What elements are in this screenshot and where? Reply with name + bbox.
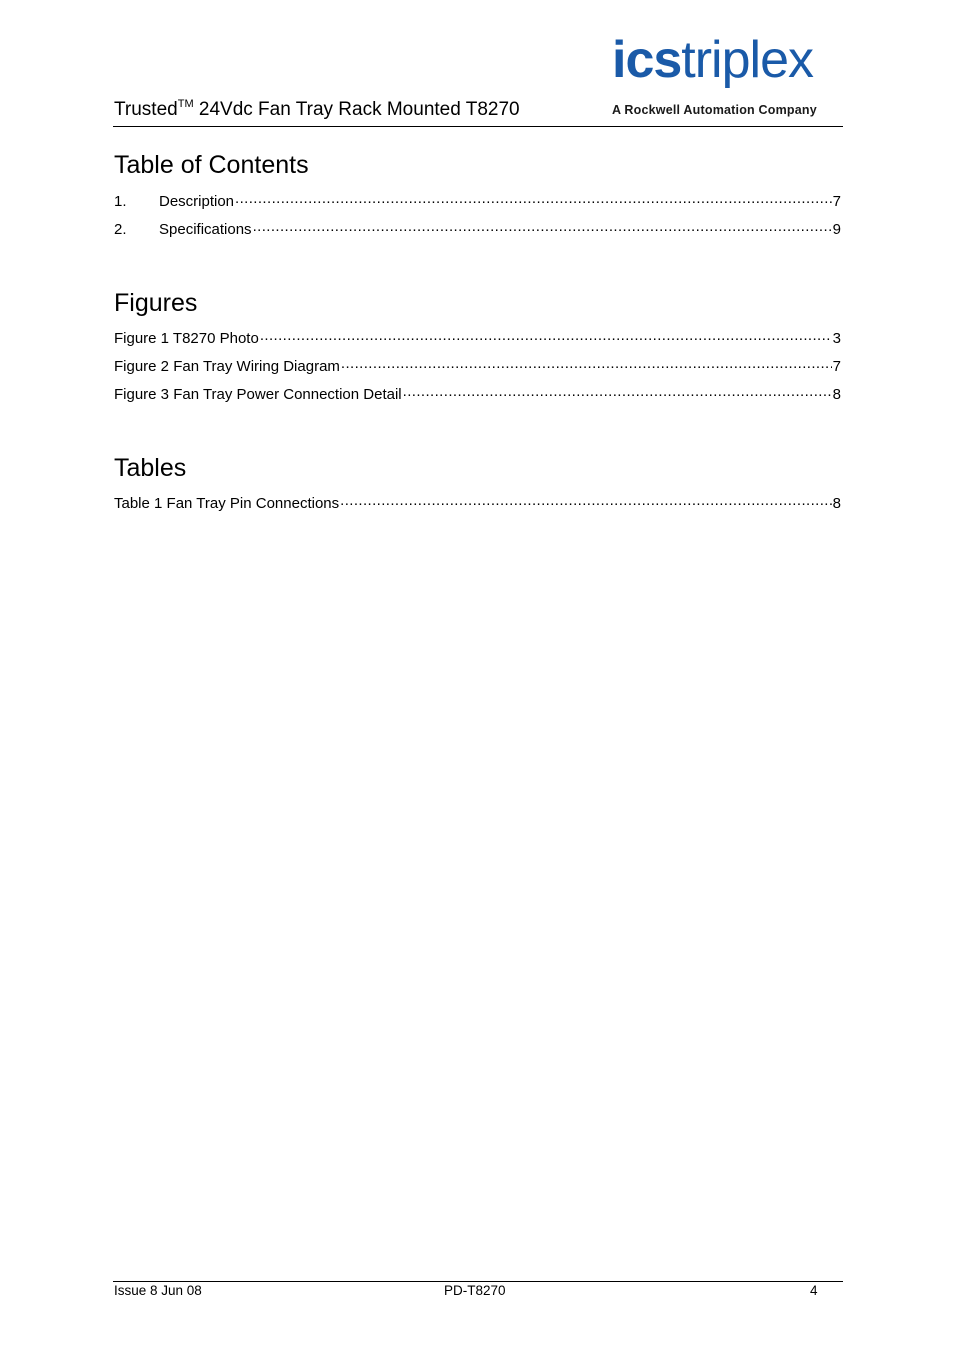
document-title [114,98,520,121]
footer-issue: Issue 8 Jun 08 [114,1283,202,1298]
figure-entry-page: 7 [832,358,841,375]
figures-heading: Figures [114,289,198,317]
figure-entry-2[interactable] [114,356,841,376]
toc-entry-label: Description [159,193,235,210]
toc-entry-number: 2. [114,221,127,238]
toc-entry-page: 7 [832,193,841,210]
figure-entry-page: 3 [832,330,841,347]
footer-page-number: 4 [810,1283,818,1298]
dot-leader [253,219,832,234]
footer-divider [113,1281,843,1282]
figure-entry-label: Figure 3 Fan Tray Power Connection Detail [114,386,402,403]
toc-entry-number: 1. [114,193,127,210]
dot-leader [403,384,832,399]
toc-entry-specifications[interactable] [114,219,841,239]
table-entry-1[interactable] [114,493,841,513]
toc-entry-description[interactable] [114,191,841,211]
logo-wordmark [612,30,813,90]
title-main: Trusted [114,99,178,120]
dot-leader [235,191,832,206]
footer-document-id: PD-T8270 [444,1283,506,1298]
figure-entry-3[interactable] [114,384,841,404]
toc-entry-page: 9 [832,221,841,238]
figure-entry-label: Figure 1 T8270 Photo [114,330,259,347]
logo-tagline: A Rockwell Automation Company [612,103,817,117]
dot-leader [260,328,832,343]
logo-ics: ics [612,31,682,89]
logo-triplex: triplex [681,31,814,89]
trademark-superscript: TM [177,98,194,110]
toc-entry-label: Specifications [159,221,252,238]
figure-entry-label: Figure 2 Fan Tray Wiring Diagram [114,358,340,375]
dot-leader [340,493,832,508]
figure-entry-1[interactable] [114,328,841,348]
toc-heading: Table of Contents [114,151,309,179]
dot-leader [341,356,832,371]
title-rest: 24Vdc Fan Tray Rack Mounted T8270 [193,99,520,120]
figure-entry-page: 8 [832,386,841,403]
table-entry-label: Table 1 Fan Tray Pin Connections [114,495,340,512]
ics-triplex-logo [612,31,844,120]
table-entry-page: 8 [832,495,841,512]
tables-heading: Tables [114,454,187,482]
header-divider [113,126,843,127]
